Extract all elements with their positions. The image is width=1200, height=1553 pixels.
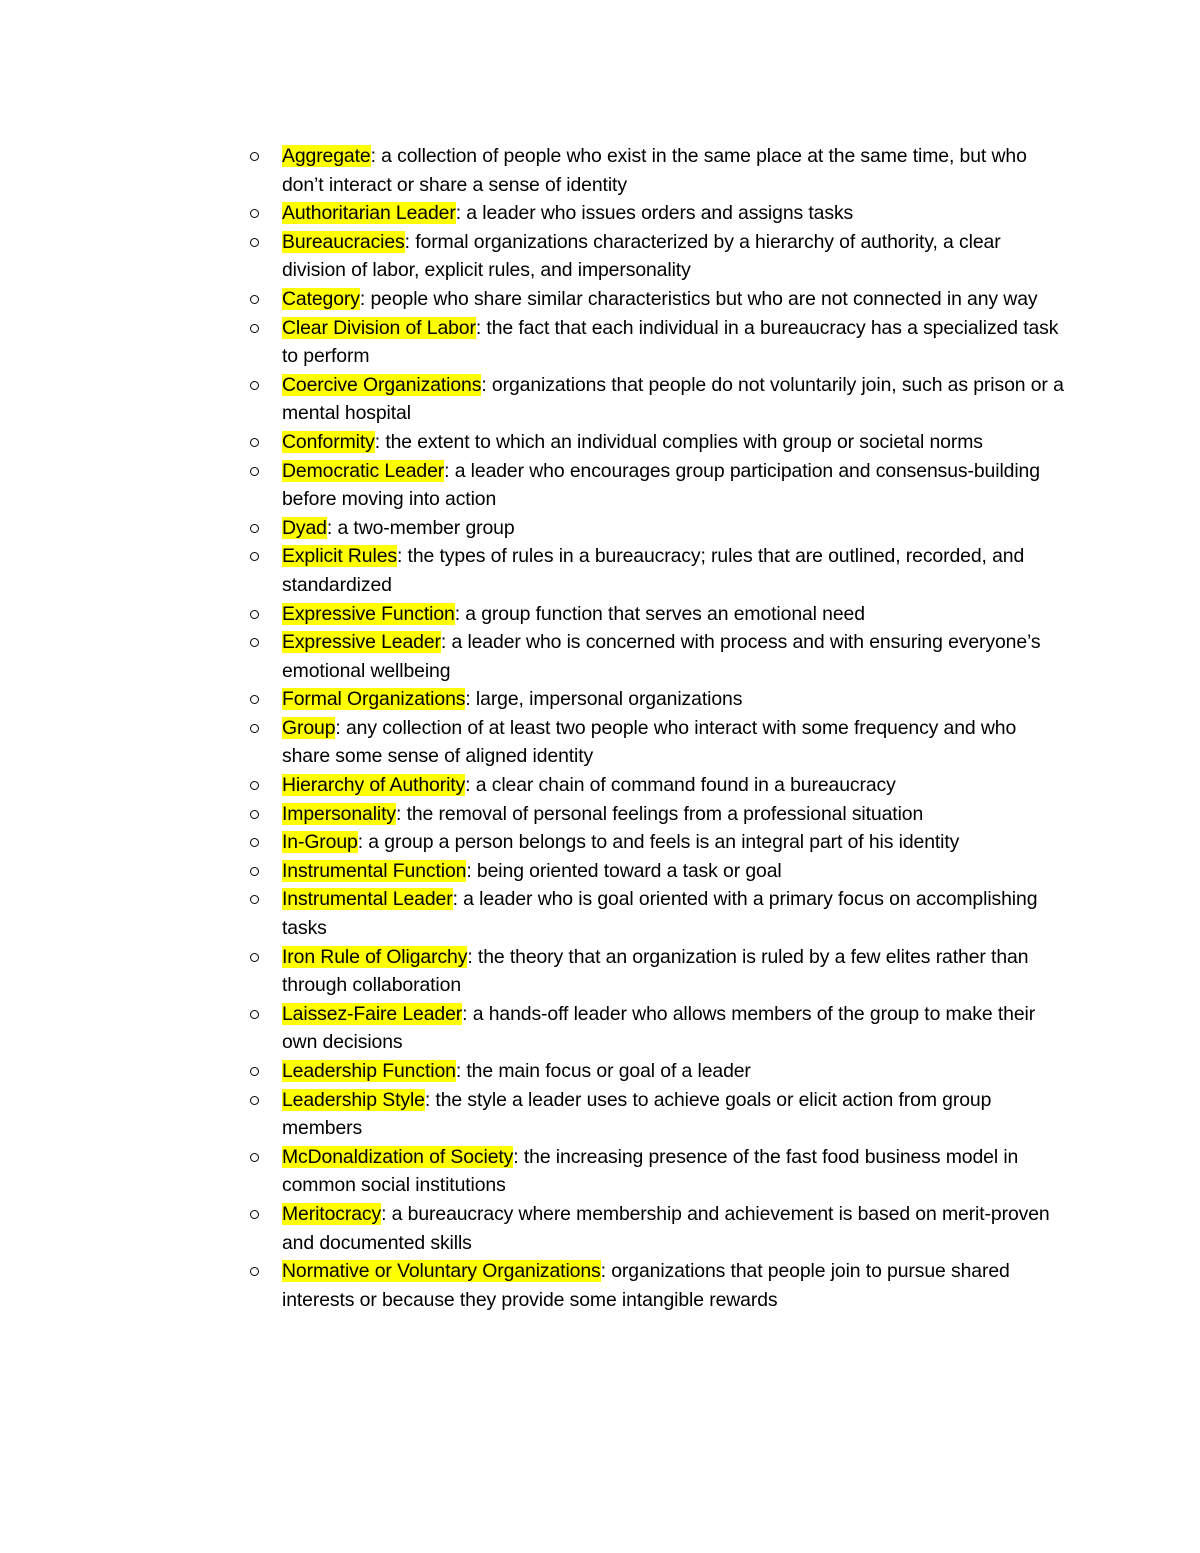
glossary-entry [248,1257,1068,1314]
glossary-entry [248,685,1068,714]
glossary-term: Dyad [282,516,327,539]
glossary-definition: : the removal of personal feelings from a professional situation [396,802,924,825]
hollow-circle-icon [250,467,259,476]
hollow-circle-icon [250,1096,259,1105]
glossary-definition: : large, impersonal organizations [465,688,743,711]
glossary-entry [248,457,1068,514]
hollow-circle-icon [250,953,259,962]
glossary-entry [248,885,1068,942]
glossary-entry [248,600,1068,629]
glossary-term: Impersonality [282,802,397,825]
hollow-circle-icon [250,238,259,247]
glossary-term: Normative or Voluntary Organizations [282,1260,601,1283]
hollow-circle-icon [250,1153,259,1162]
hollow-circle-icon [250,781,259,790]
hollow-circle-icon [250,695,259,704]
glossary-definition: : a two-member group [326,516,515,539]
glossary-term: Iron Rule of Oligarchy [282,945,468,968]
hollow-circle-icon [250,295,259,304]
glossary-term: Democratic Leader [282,459,445,482]
glossary-term: Hierarchy of Authority [282,774,466,797]
glossary-definition: : being oriented toward a task or goal [466,859,782,882]
glossary-definition: : the extent to which an individual complies with group or societal norms [374,430,983,453]
glossary-term: Coercive Organizations [282,373,482,396]
glossary-definition: : a leader who encourages group participation and consensus-building before moving into action [282,459,1040,511]
glossary-entry [248,371,1068,428]
hollow-circle-icon [250,895,259,904]
hollow-circle-icon [250,1267,259,1276]
glossary-term: Bureaucracies [282,230,405,253]
hollow-circle-icon [250,381,259,390]
hollow-circle-icon [250,552,259,561]
glossary-entry [248,142,1068,199]
glossary-definition: : the fact that each individual in a bureaucracy has a specialized task to perform [282,316,1059,368]
glossary-definition: : the types of rules in a bureaucracy; rules that are outlined, recorded, and standardized [282,545,1025,596]
glossary-definition: : a bureaucracy where membership and achievement is based on merit-proven and documented skills [282,1202,1050,1254]
glossary-definition: : a group a person belongs to and feels is an integral part of his identity [357,831,960,854]
glossary-term: McDonaldization of Society [282,1145,514,1168]
glossary-definition: : a leader who is concerned with process and with ensuring everyone’s emotional wellbeing [282,631,1041,682]
glossary-definition: : the theory that an organization is ruled by a few elites rather than through collaboration [282,945,1029,997]
glossary-term: Authoritarian Leader [282,202,456,225]
glossary-entry [248,1000,1068,1057]
glossary-term: Category [282,287,360,310]
glossary-definition: : a leader who issues orders and assigns tasks [455,202,854,225]
glossary-entry [248,628,1068,685]
glossary-definition: : the main focus or goal of a leader [455,1060,751,1082]
glossary-entry [248,428,1068,457]
glossary-entry [248,1086,1068,1143]
hollow-circle-icon [250,1010,259,1019]
glossary-definition: : a hands-off leader who allows members of the group to make their own decisions [282,1002,1036,1054]
glossary-term: In-Group [282,831,358,854]
glossary-entry [248,514,1068,543]
glossary-entry [248,1200,1068,1257]
hollow-circle-icon [250,324,259,333]
glossary-definition: : organizations that people do not voluntarily join, such as prison or a mental hospital [282,373,1064,425]
hollow-circle-icon [250,152,259,161]
hollow-circle-icon [250,1067,259,1076]
glossary-definition: : a collection of people who exist in the same place at the same time, but who don’t interact or share a sense of identity [282,145,1027,196]
glossary-term: Explicit Rules [282,545,397,568]
glossary-entry [248,285,1068,314]
hollow-circle-icon [250,867,259,876]
hollow-circle-icon [250,638,259,647]
glossary-entry [248,1143,1068,1200]
glossary-definition: : organizations that people join to pursue shared interests or because they provide some intangible rewards [282,1260,1010,1311]
hollow-circle-icon [250,810,259,819]
glossary-term: Group [282,716,336,739]
glossary-term: Aggregate [282,145,371,167]
hollow-circle-icon [250,1210,259,1219]
glossary-term: Leadership Style [282,1088,425,1111]
hollow-circle-icon [250,724,259,733]
glossary-term: Conformity [282,430,375,453]
glossary-term: Clear Division of Labor [282,316,476,339]
glossary-term: Expressive Leader [282,631,441,654]
glossary-definition: : the style a leader uses to achieve goals or elicit action from group members [282,1088,992,1140]
glossary-definition: : a group function that serves an emotional need [454,602,865,625]
glossary-definition: : a leader who is goal oriented with a primary focus on accomplishing tasks [282,888,1038,940]
glossary-entry [248,714,1068,771]
glossary-entry [248,828,1068,857]
hollow-circle-icon [250,438,259,447]
glossary-definition: : the increasing presence of the fast food business model in common social institutions [282,1145,1019,1197]
glossary-entry [248,771,1068,800]
glossary-definition: : any collection of at least two people who interact with some frequency and who share some sense of aligned identity [282,716,1017,768]
glossary-definition: : people who share similar characteristics but who are not connected in any way [359,287,1038,310]
glossary-entry [248,857,1068,886]
glossary-list [248,142,1068,1314]
glossary-definition: : a clear chain of command found in a bureaucracy [465,774,896,797]
glossary-entry [248,542,1068,599]
glossary-entry [248,228,1068,285]
glossary-term: Instrumental Function [282,859,467,882]
hollow-circle-icon [250,209,259,218]
glossary-term: Expressive Function [282,602,455,625]
hollow-circle-icon [250,610,259,619]
glossary-term: Laissez-Faire Leader [282,1002,463,1025]
glossary-entry [248,800,1068,829]
glossary-term: Formal Organizations [282,688,466,711]
hollow-circle-icon [250,524,259,533]
glossary-entry [248,943,1068,1000]
hollow-circle-icon [250,838,259,847]
glossary-term: Instrumental Leader [282,888,453,911]
glossary-entry [248,1057,1068,1086]
glossary-entry [248,314,1068,371]
glossary-term: Meritocracy [282,1202,382,1225]
glossary-term: Leadership Function [282,1060,456,1082]
glossary-definition: : formal organizations characterized by a hierarchy of authority, a clear division of labor, explicit rules, and impersonality [282,230,1001,282]
glossary-entry [248,199,1068,228]
